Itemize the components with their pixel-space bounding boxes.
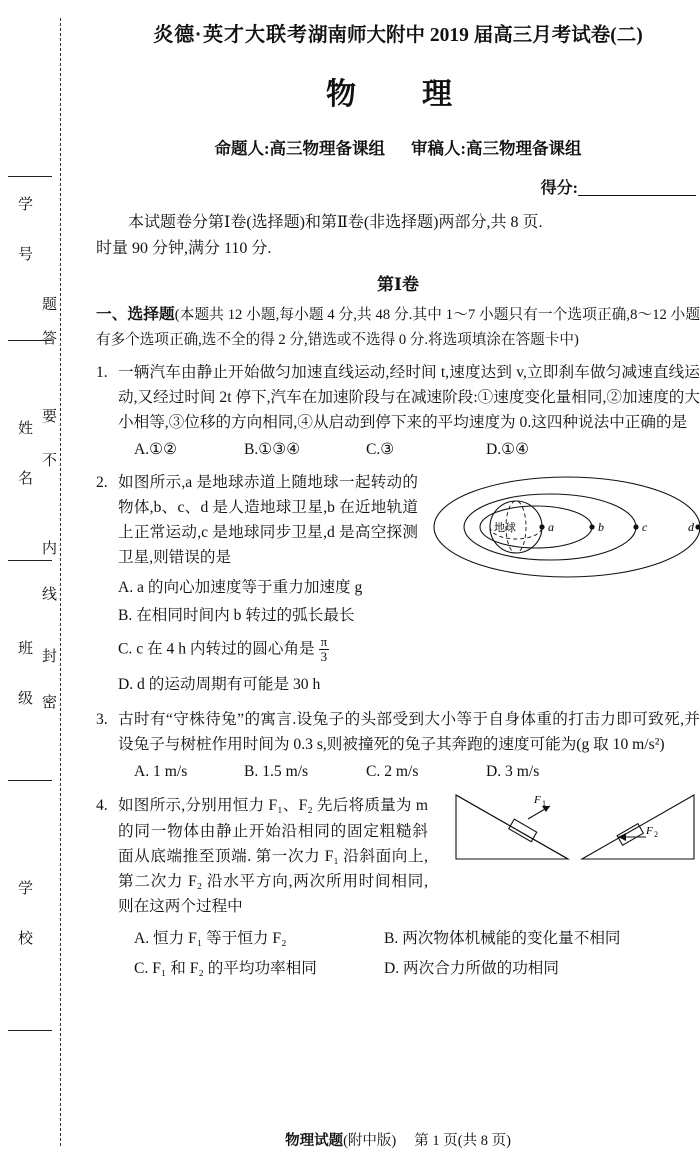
intro-line-1: 本试题卷分第Ⅰ卷(选择题)和第Ⅱ卷(非选择题)两部分,共 8 页. [128,214,543,231]
seal-notice-char-7: 密 [40,694,56,717]
exam-brand: 炎德·英才大联考 [153,24,308,46]
section-heading [96,303,700,353]
question-3-option-c[interactable]: C. 2 m/s [366,763,419,781]
question-3-text: 古时有“守株待兔”的寓言.设兔子的头部受到大小等于自身体重的打击力即可致死,并设兔子与树桩作用时间为 0.3 s,则被撞死的兔子其奔跑的速度可能为(g 取 10 m/s²) [118,710,700,753]
seal-notice-char-0: 答 [40,330,56,353]
question-2-text: 如图所示,a 是地球赤道上随地球一起转动的物体,b、c、d 是人造地球卫星,b 在近地轨道上正常运动,c 是地球同步卫星,d 是高空探测卫星,则错误的是 [118,473,418,567]
question-1-option-c[interactable]: C.③ [366,441,395,459]
seal-notice-char-1: 题 [40,296,56,319]
question-1-options [134,437,700,462]
question-3-option-b[interactable]: B. 1.5 m/s [244,763,309,781]
question-3-option-a[interactable]: A. 1 m/s [134,763,188,781]
section-desc: (本题共 12 小题,每小题 4 分,共 48 分.其中 1～7 小题只有一个选项正确,8～12 小题有多个选项正确,选不全的得 2 分,错选或不选得 0 分.将选项填涂在答题卡中) [96,306,700,348]
question-2-option-d[interactable]: D. d 的运动周期有可能是 30 h [118,676,321,694]
svg-text:d: d [688,519,694,534]
question-4-options-row-1 [134,926,700,951]
question-4 [96,793,700,981]
question-2-option-c[interactable] [118,635,700,663]
satellite-orbit-figure [432,468,700,586]
seal-notice-char-6: 封 [40,648,56,671]
question-1-option-d[interactable]: D.①④ [486,441,530,459]
question-4-text: 如图所示,分别用恒力 F₁、F₂ 先后将质量为 m 的同一物体由静止开始沿相同的固定粗糙斜面从底端推至顶端. 第一次力 F₁ 沿斜面向上,第二次力 F₂ 沿水平方向,两次所用时间相同,则在这两个过程中 [118,797,428,916]
svg-text:F: F [646,825,653,838]
score-field [96,175,700,198]
score-label: 得分: [540,180,578,197]
question-1-text: 一辆汽车由静止开始做匀加速直线运动,经时间 t,速度达到 v,立即刹车做匀减速直线运动,又经过时间 2t 停下,汽车在加速阶段与在减速阶段:①速度变化量相同,②加速度的大小相等,③位移的方向相同,④从启动到停下来的平均速度为 0.这四种说法中正确的是 [118,363,700,432]
seal-label-student-id: 学 号 [16,196,32,271]
question-2 [96,470,700,698]
sealing-line-column [0,0,96,1164]
part-one-heading: 第Ⅰ卷 [377,274,419,294]
question-4-number: 4. [96,797,108,815]
exam-title [96,18,700,47]
maker-label: 命题人:高三物理备课组 [214,139,385,158]
seal-label-school: 学 校 [16,880,32,955]
svg-text:b: b [598,519,604,534]
question-1-number: 1. [96,363,108,381]
seal-notice-char-3: 不 [40,452,56,475]
seal-label-name: 姓 名 [16,420,32,495]
dashed-seal-line [60,18,61,1146]
page-footer [96,1129,700,1150]
exam-title-rest: 湖南师大附中 2019 届高三月考试卷(二) [307,25,643,46]
question-4-option-d[interactable]: D. 两次合力所做的功相同 [384,959,559,977]
seal-rule-top [8,176,52,177]
question-2-option-c-fraction [319,635,330,663]
question-2-option-a[interactable]: A. a 的向心加速度等于重力加速度 g [118,578,363,596]
question-4-options-row-2 [134,956,700,981]
svg-text:2: 2 [654,830,658,840]
question-3-options [134,759,700,784]
page-title: 物 理 [326,78,470,111]
question-3 [96,707,700,785]
svg-text:a: a [548,519,554,534]
question-1-option-b[interactable]: B.①③④ [244,441,301,459]
intro-line-2: 时量 90 分钟,满分 110 分. [96,239,272,257]
question-2-options [118,575,700,698]
fraction-numerator: π [320,634,328,650]
seal-notice-char-5: 线 [40,586,56,609]
svg-text:1: 1 [542,799,546,809]
svg-text:F: F [534,794,541,807]
footer-page-number: 第 1 页(共 8 页) [414,1133,511,1149]
score-blank-rule[interactable] [578,195,696,196]
question-3-option-d[interactable]: D. 3 m/s [486,763,540,781]
reviewer-label: 审稿人:高三物理备课组 [411,139,582,158]
question-4-option-c[interactable]: C. F₁ 和 F₂ 的平均功率相同 [134,959,317,977]
question-1 [96,360,700,463]
seal-rule-3 [8,780,52,781]
intro-paragraph [96,210,700,262]
footer-edition: (附中版) [343,1133,397,1149]
seal-notice-char-2: 要 [40,408,56,431]
question-4-option-a[interactable]: A. 恒力 F₁ 等于恒力 F₂ [134,929,287,947]
exam-body [96,0,700,1164]
question-4-option-b[interactable]: B. 两次物体机械能的变化量不相同 [384,929,621,947]
question-3-number: 3. [96,710,108,728]
question-1-option-a[interactable]: A.①② [134,441,178,459]
question-2-option-c-text: C. c 在 4 h 内转过的圆心角是 [118,640,315,658]
figure-label-earth: 地球 [494,521,516,534]
seal-label-class: 班 级 [16,640,32,715]
makers-line [96,135,700,159]
seal-notice-char-4: 内 [40,540,56,563]
footer-subject: 物理试题 [285,1133,344,1149]
section-title: 一、选择题 [96,305,175,323]
fraction-denominator: 3 [320,648,328,664]
incline-force-figure [450,789,700,875]
svg-text:c: c [642,519,648,534]
question-2-number: 2. [96,473,108,491]
question-2-option-b[interactable]: B. 在相同时间内 b 转过的弧长最长 [118,606,355,624]
seal-rule-bottom [8,1030,52,1031]
